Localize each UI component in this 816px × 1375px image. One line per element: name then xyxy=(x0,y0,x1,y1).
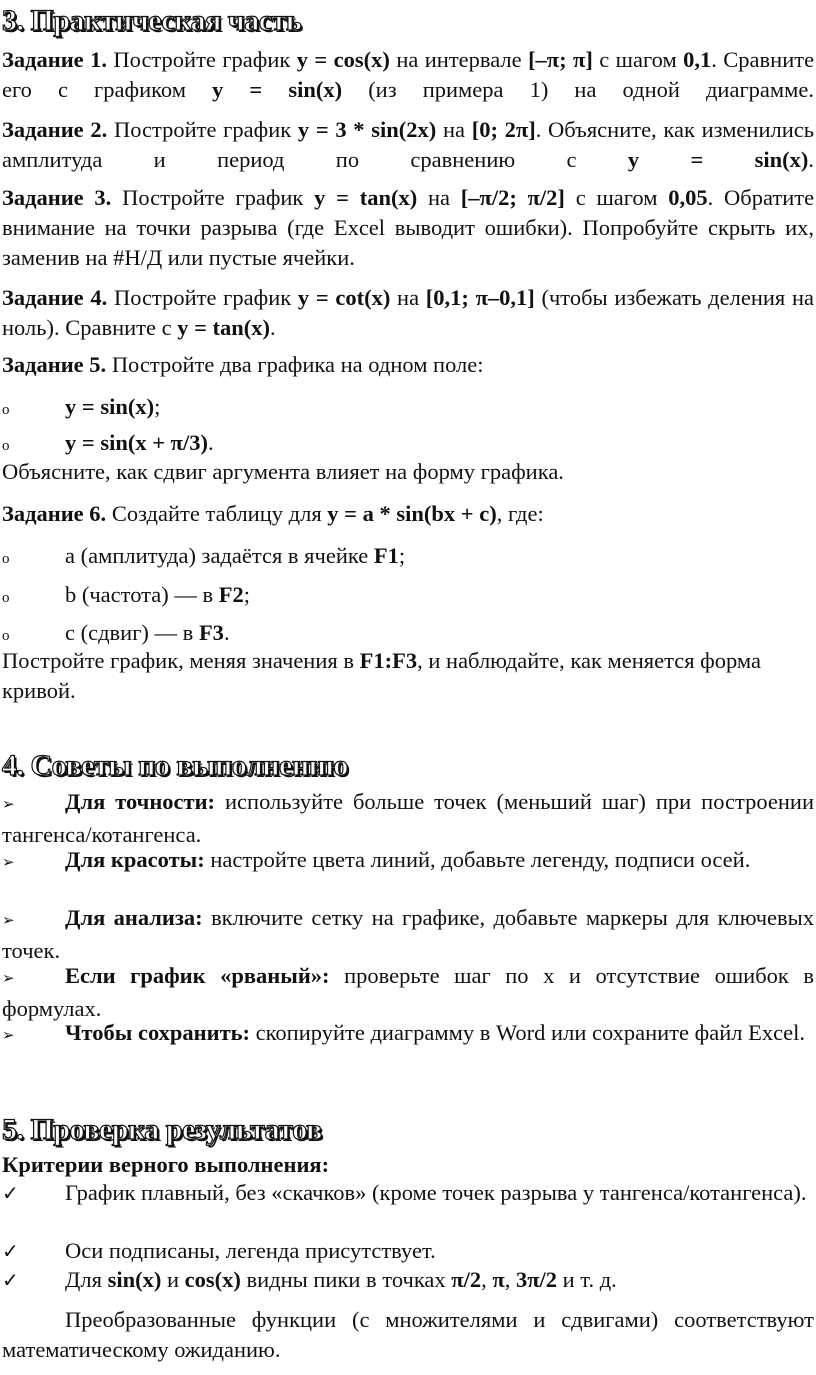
criterion-3: ✓ Для sin(x) и cos(x) видны пики в точках π/2, π, 3π/2 и т. д. xyxy=(2,1265,814,1296)
arrowhead-bullet-icon: ➢ xyxy=(2,913,15,929)
task-6-item-1: o a (амплитуда) задаётся в ячейке F1; xyxy=(2,541,814,574)
section-5-heading: 5. Проверка результатов xyxy=(2,1113,322,1146)
task-5: Задание 5. Постройте два графика на одном поле: xyxy=(2,352,484,377)
circle-bullet-icon: o xyxy=(2,551,10,567)
task-4: Задание 4. Постройте график y = cot(x) на [0,1; π–0,1] (чтобы избежать деления на ноль). Сравните с y = tan(x). xyxy=(2,285,814,340)
arrowhead-bullet-icon: ➢ xyxy=(2,797,15,813)
arrowhead-bullet-icon: ➢ xyxy=(2,855,15,871)
checkmark-icon: ✓ xyxy=(2,1270,19,1292)
criteria-label: Критерии верного выполнения: xyxy=(2,1152,330,1177)
task-6-item-3: o c (сдвиг) — в F3. xyxy=(2,618,814,651)
tip-1: ➢ Для точности: используйте больше точек (меньший шаг) при построении тангенса/котангенса. xyxy=(2,789,814,847)
task-6: Задание 6. Создайте таблицу для y = a * sin(bx + c), где: xyxy=(2,501,544,526)
tip-5: ➢ Чтобы сохранить: скопируйте диаграмму в Word или сохраните файл Excel. xyxy=(2,1018,814,1051)
task-1-label: Задание 1. xyxy=(2,47,107,72)
tip-3: ➢ Для анализа: включите сетку на графике, добавьте маркеры для ключевых точек. xyxy=(2,905,815,963)
task-5-label: Задание 5. xyxy=(2,352,107,377)
task-5-item-1: o y = sin(x); xyxy=(2,392,814,425)
task-5-item-2: o y = sin(x + π/3). xyxy=(2,428,814,461)
criterion-1: ✓ График плавный, без «скачков» (кроме точек разрыва у тангенса/котангенса). xyxy=(2,1178,814,1209)
section-4-heading: 4. Советы по выполнению xyxy=(2,749,348,782)
task-1: Задание 1. Постройте график y = cos(x) на интервале [–π; π] с шагом 0,1. Сравните его с графиком y = sin(x) (из примера 1) на одной диаграмме. xyxy=(2,47,815,102)
task-2-label: Задание 2. xyxy=(2,117,108,142)
checkmark-icon: ✓ xyxy=(2,1183,19,1205)
final-paragraph: Преобразованные функции (с множителями и сдвигами) соответствуют математическому ожиданию. xyxy=(2,1307,814,1362)
arrowhead-bullet-icon: ➢ xyxy=(2,1028,15,1044)
arrowhead-bullet-icon: ➢ xyxy=(2,971,15,987)
task-4-label: Задание 4. xyxy=(2,285,108,310)
task-6-label: Задание 6. xyxy=(2,501,107,526)
task-6-item-2: o b (частота) — в F2; xyxy=(2,580,814,613)
criterion-2: ✓ Оси подписаны, легенда присутствует. xyxy=(2,1236,814,1267)
circle-bullet-icon: o xyxy=(2,402,10,418)
section-3-heading: 3. Практическая часть xyxy=(2,4,302,37)
task-3-label: Задание 3. xyxy=(2,185,112,210)
task-2: Задание 2. Постройте график y = 3 * sin(2x) на [0; 2π]. Объясните, как изменились амплитуда и период по сравнению с y = sin(x). xyxy=(2,117,815,172)
tip-4: ➢ Если график «рваный»: проверьте шаг по x и отсутствие ошибок в формулах. xyxy=(2,963,814,1021)
task-6-end: Постройте график, меняя значения в F1:F3, и наблюдайте, как меняется форма кривой. xyxy=(2,648,761,703)
checkmark-icon: ✓ xyxy=(2,1241,19,1263)
circle-bullet-icon: o xyxy=(2,438,10,454)
tip-2: ➢ Для красоты: настройте цвета линий, добавьте легенду, подписи осей. xyxy=(2,845,814,878)
circle-bullet-icon: o xyxy=(2,590,10,606)
task-5-explain: Объясните, как сдвиг аргумента влияет на форму графика. xyxy=(2,459,564,484)
task-3: Задание 3. Постройте график y = tan(x) на [–π/2; π/2] с шагом 0,05. Обратите внимание на точки разрыва (где Excel выводит ошибки). Попробуйте скрыть их, заменив на #Н/Д или пустые ячейки. xyxy=(2,185,815,270)
circle-bullet-icon: o xyxy=(2,628,10,644)
